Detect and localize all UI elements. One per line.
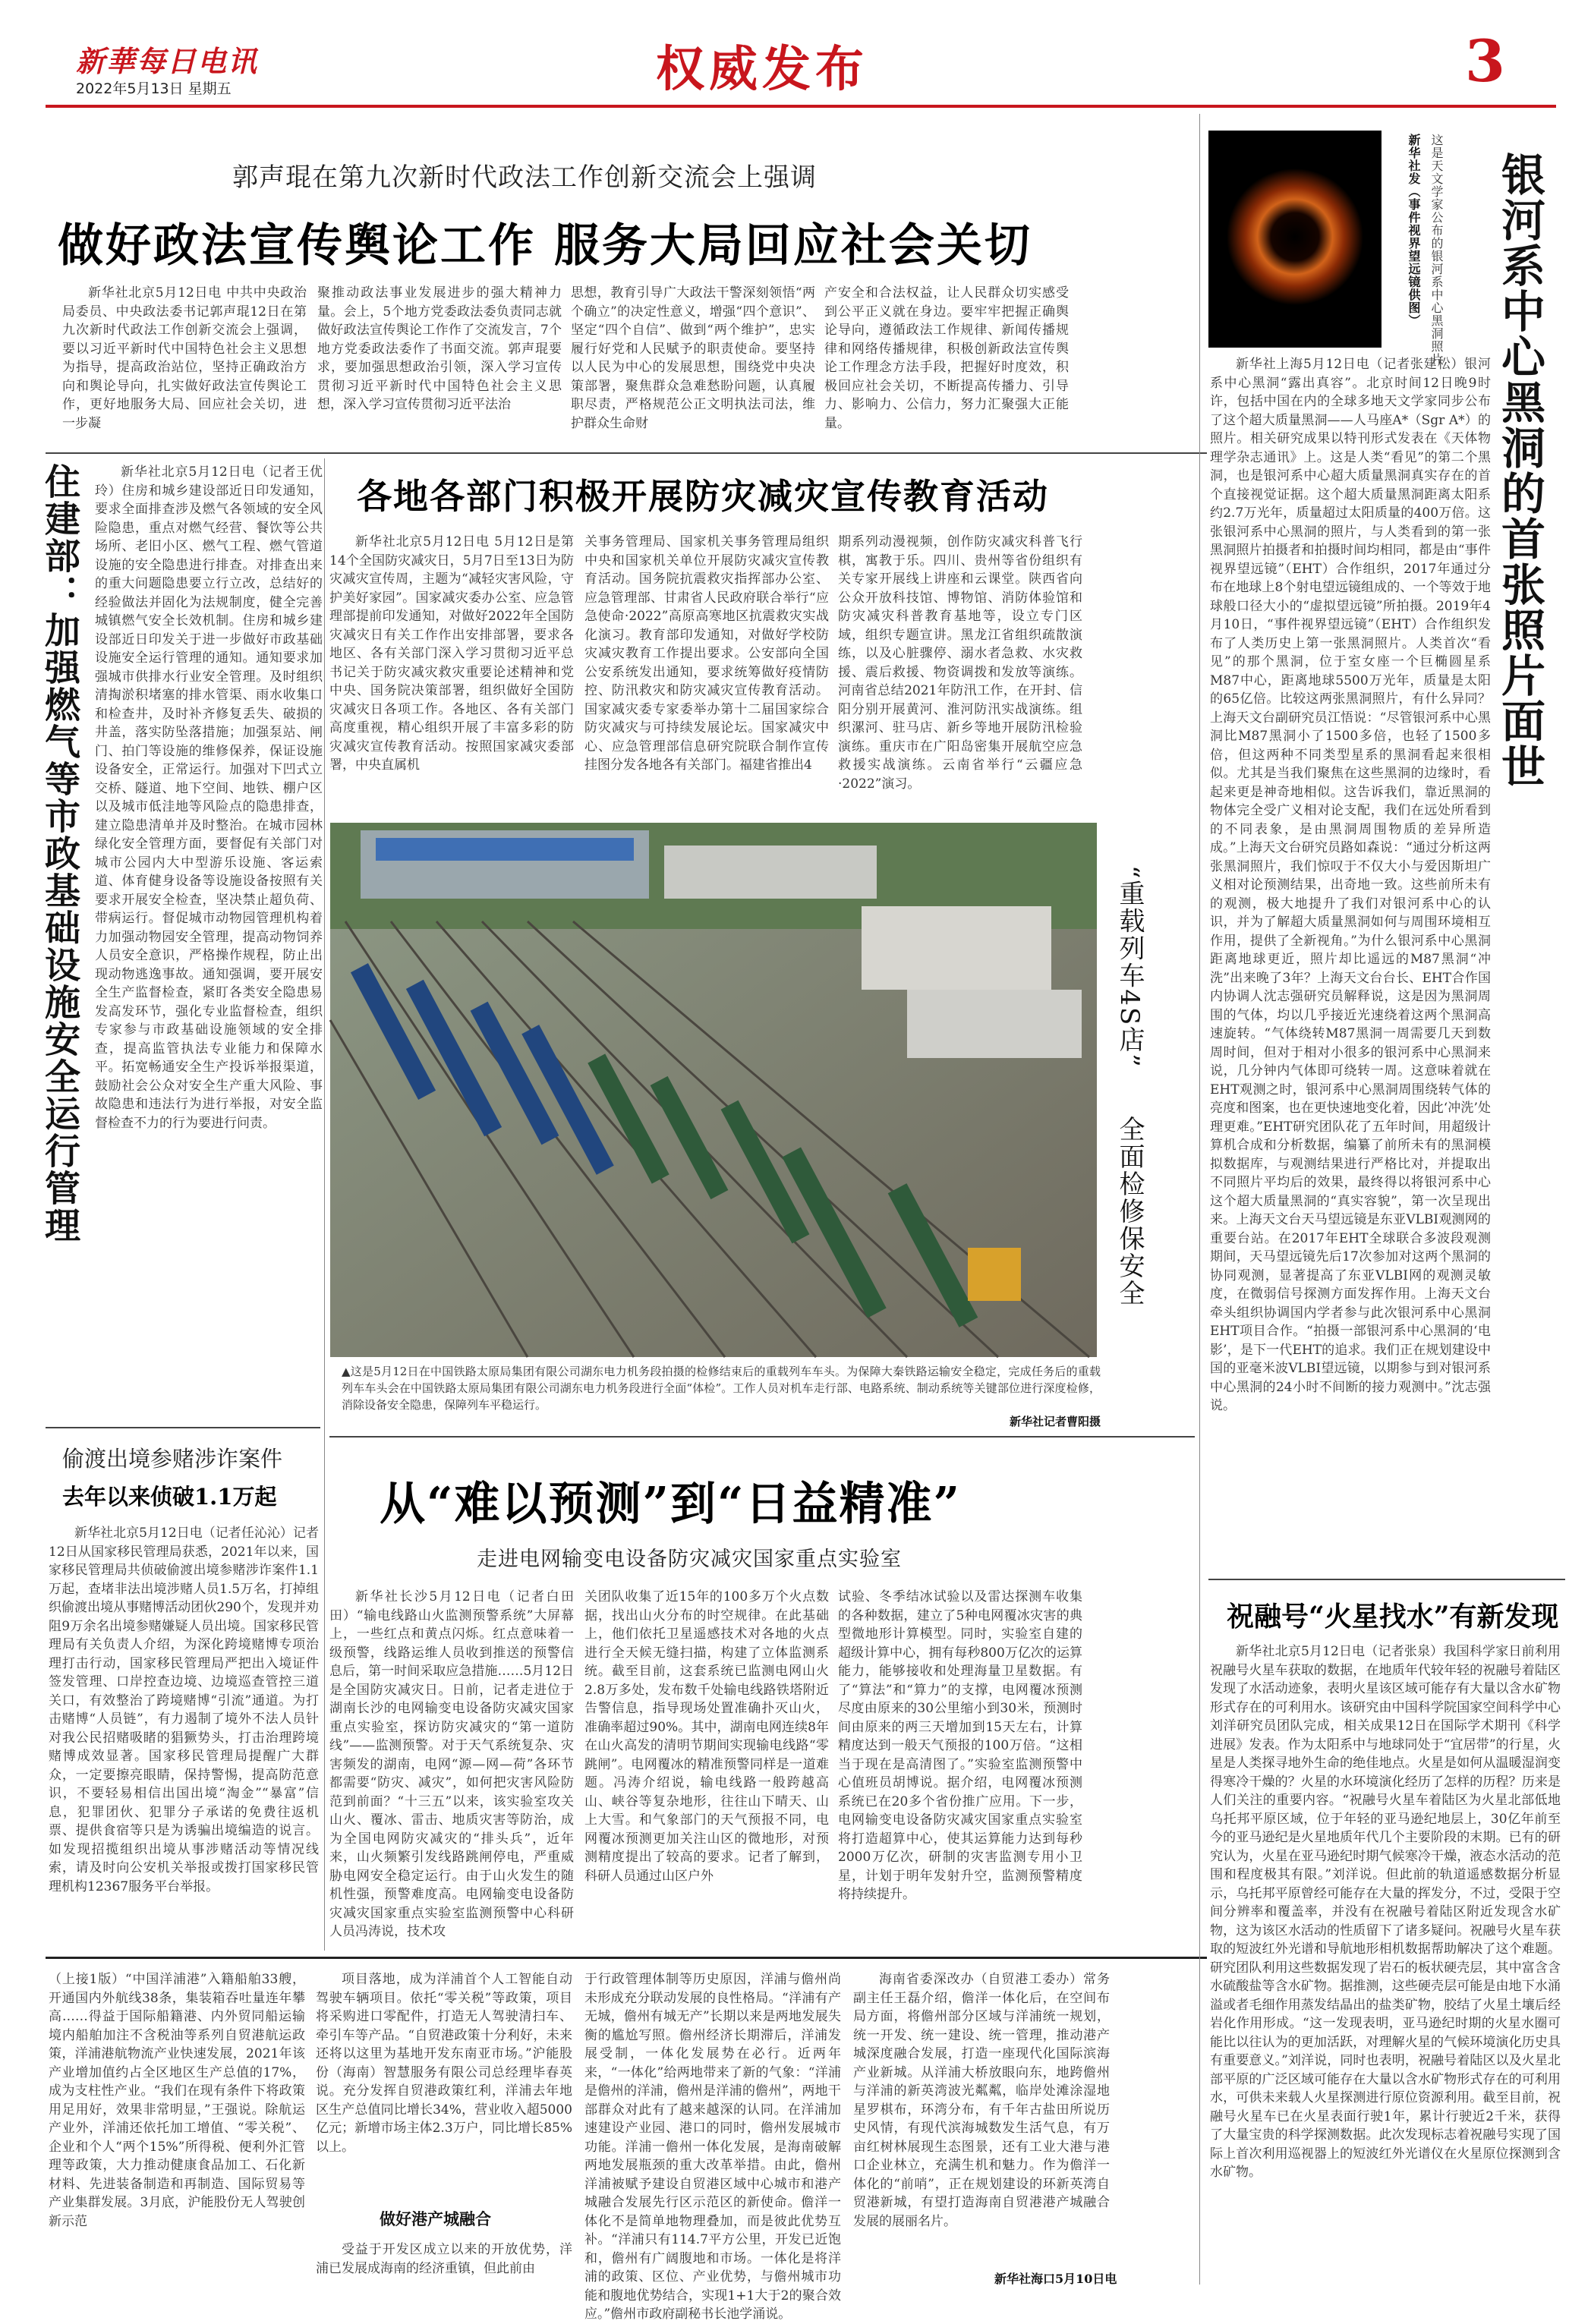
story5-headline: 从“难以预测”到“日益精准”: [380, 1478, 962, 1531]
story6-vtitle: 银河系中心黑洞的首张照片面世: [1494, 152, 1545, 789]
rule-photo1: [329, 1436, 1195, 1438]
photo1-vtitle-a: “重载列车4S店”: [1114, 865, 1145, 1069]
story1-col2: 聚推动政法事业发展进步的强大精神力量。会上，5个地方党委政法委负责同志就做好政法宣传舆论工作作了交流发言，7个地方党委政法委作了书面交流。郭声琨要求，要加强思想政治引领，深入学习宣传贯彻习近平新时代中国特色社会主义思想，深入学习宣传贯彻习近平法治: [317, 285, 562, 412]
story8-col2-end: 受益于开发区成立以来的开放优势，洋浦已发展成海南的经济重镇，但此前由: [316, 2242, 572, 2276]
masthead-logo: 新華每日电讯: [76, 44, 259, 78]
story4-col1: 新华社北京5月12日电 5月12日是第14个全国防灾减灾日，5月7日至13日为防灾减灾宣传周，主题为“减轻灾害风险，守护美好家园”。国家减灾委办公室、应急管理部提前印发通知，对做好2022年全国防灾减灾日有关工作作出安排部署，要求各地区、各有关部门深入学习贯彻习近平总书记关于防灾减灾救灾重要论述精神和党中央、国务院决策部署，组织做好全国防灾减灾日各项工作。各地区、各有关部门高度重视，精心组织开展了丰富多彩的防灾减灾宣传教育活动。按照国家减灾委部署，中央直属机: [329, 534, 574, 773]
story8-dateline: 新华社海口5月10日电: [994, 2272, 1117, 2286]
story7-headline: 祝融号“火星找水”有新发现: [1227, 1601, 1559, 1633]
story2-text: 新华社北京5月12日电（记者王优玲）住房和城乡建设部近日印发通知，要求全面排查涉及燃气各领域的安全风险隐患，重点对燃气经营、餐饮等公共场所、老旧小区、燃气工程、燃气管道设施的安全隐患进行排查。对排查出来的重大问题隐患要立行立改，总结好的经验做法并固化为法规制度，健全完善城镇燃气安全长效机制。住房和城乡建设部近日印发关于进一步做好市政基础设施安全运行管理的通知。通知要求加强城市供排水行业安全管理。及时组织清掏淤积堵塞的排水管渠、雨水收集口和检查井，及时补齐修复丢失、破损的井盖，落实防坠落措施；加强泵站、闸门、拍门等设施的维修保养，保证设施设备安全，正常运行。加强对下凹式立交桥、隧道、地下空间、地铁、棚户区以及城市低洼地等风险点的隐患排查，建立隐患清单并及时整治。在城市园林绿化安全管理方面，要督促有关部门对城市公园内大中型游乐设施、客运索道、体育健身设备等设施设备按照有关要求开展安全检查，坚决禁止超负荷、带病运行。督促城市动物园管理机构着力加强动物园安全管理，提高动物饲养人员安全意识，严格操作规程，防止出现动物逃逸事故。通知强调，要开展安全生产监督检查，紧盯各类安全隐患易发高发环节，强化专业监督检查，组织专家参与市政基础设施领域的安全排查，提高监管执法专业能力和保障水平。拓宽畅通安全生产投诉举报渠道，鼓励社会公众对安全生产重大风险、事故隐患和违法行为进行举报，对安全监督检查不力的行为要进行问责。: [95, 464, 323, 1131]
photo2-vcaption: 这是天文学家公布的银河系中心黑洞照片: [1429, 134, 1444, 366]
black-hole-photo: [1208, 131, 1381, 348]
story5-col3: 试验、冬季结冰试验以及雷达探测车收集的各种数据，建立了5种电网覆冰灾害的典型微地形计算模型。同时，实验室自建的超级计算中心，拥有每秒800万亿次的运算能力，能够接收和处理海量卫星数据。有了“算法”和“算力”的支撑，电网覆冰预测尽度由原来的30公里缩小到30米，预测时间由原来的两三天增加到15天左右，计算精度达到一般天气预报的100万倍。“这相当于现在是高清图了。”实验室监测预警中心值班员胡博说。据介绍，电网覆冰预测系统已在20多个省份推广应用。下一步，电网输变电设备防灾减灾国家重点实验室将打造超算中心，使其运算能力达到每秒2000万亿次，研制的灾害监测专用小卫星，计划于明年发射升空，监测预警精度将持续提升。: [838, 1589, 1082, 1902]
story1-col1: 新华社北京5月12日电 中共中央政治局委员、中央政法委书记郭声琨12日在第九次新时代政法工作创新交流会上强调，要以习近平新时代中国特色社会主义思想为指导，提高政治站位，坚持正确政治方向和舆论导向，扎实做好政法宣传舆论工作，更好地服务大局、回应社会关切，进一步凝: [62, 285, 307, 431]
story1-kicker: 郭声琨在第九次新时代政法工作创新交流会上强调: [232, 162, 817, 193]
masthead-date: 2022年5月13日 星期五: [76, 80, 232, 97]
story8-col2: 项目落地，成为洋浦首个人工智能自动驾驶车辆项目。依托“零关税”等政策，项目将采购进口零配件，打造无人驾驶清扫车、牵引车等产品。“自贸港政策十分利好，未来还将以这里为基地开发东南亚市场。”沪能股份（海南）智慧服务有限公司总经理毕春英说。充分发挥自贸港政策红利，洋浦去年地区生产总值同比增长34%，营业收入超5000亿元；新增市场主体2.3万户，同比增长85%以上。: [316, 1972, 572, 2155]
rule-story1: [46, 452, 1207, 454]
train-depot-photo: [330, 823, 1097, 1357]
story4-col2: 关事务管理局、国家机关事务管理局组织中央和国家机关单位开展防灾减灾宣传教育活动。国务院抗震救灾指挥部办公室、应急管理部、甘肃省人民政府联合举行“应急使命·2022”高原高寒地区抗震救灾实战化演习。教育部印发通知，对做好学校防灾减灾教育工作提出要求。公安部向全国公安系统发出通知，要求统筹做好疫情防控、防汛救灾和防灾减灾宣传教育活动。国家减灾委专家委举办第十二届国家综合防灾减灾与可持续发展论坛。国家减灾中心、应急管理部信息研究院联合制作宣传挂图分发各地各有关部门。福建省推出4: [584, 534, 829, 773]
story3-subtitle: 去年以来侦破1.1万起: [62, 1484, 277, 1510]
rule-story6: [1208, 1579, 1565, 1580]
story6-text: 新华社上海5月12日电（记者张建松）银河系中心黑洞“露出真容”。北京时间12日晚9时许，包括中国在内的全球多地天文学家同步公布了这个超大质量黑洞——人马座A*（Sgr A*）的照片。相关研究成果以特刊形式发表在《天体物理学杂志通讯》上。这是人类“看见”的第二个黑洞，也是银河系中心超大质量黑洞真实存在的首个直接视觉证据。这个超大质量黑洞距离太阳系约2.7万光年，质量超过太阳质量的400万倍。这张银河系中心黑洞的照片，与人类看到的第一张黑洞照片拍摄者和拍摄时间均相同，都是由“事件视界望远镜”（EHT）合作组织，2017年通过分布在地球上8个射电望远镜组成的、一个等效于地球般口径大小的“虚拟望远镜”所拍摄。2019年4月10日，“事件视界望远镜”（EHT）合作组织发布了人类历史上第一张黑洞照片。人类首次“看见”的那个黑洞，位于室女座一个巨椭圆星系M87中心，距离地球5500万光年，质量是太阳的65亿倍。比较这两张黑洞照片，有什么异同？上海天文台副研究员江悟说：“尽管银河系中心黑洞比M87黑洞小了1500多倍，也轻了1500多倍，但这两种不同类型星系的黑洞看起来很相似。尤其是当我们聚焦在这些黑洞的边缘时，看起来更是神奇地相似。这告诉我们，靠近黑洞的物体完全受广义相对论支配，我们在远处所看到的不同表象，是由黑洞周围物质的差异所造成。”上海天文台研究员路如森说：“通过分析这两张黑洞照片，我们惊叹于不仅大小与爱因斯坦广义相对论预测结果，出奇地一致。这些前所未有的观测，极大地提升了我们对银河系中心的认识，并为了解超大质量黑洞如何与周围环境相互作用，提供了全新视角。”为什么银河系中心黑洞距离地球更近，照片却比遥远的M87黑洞“冲洗”出来晚了3年？上海天文台台长、EHT合作国内协调人沈志强研究员解释说，这是因为黑洞周围的气体，均以几乎接近光速绕着这两个黑洞高速旋转。“气体绕转M87黑洞一周需要几天到数周时间，但对于相对小很多的银河系中心黑洞来说，几分钟内气体即可绕转一周。这意味着就在EHT观测之时，银河系中心黑洞周围绕转气体的亮度和图案，也在更快速地变化着，因此‘冲洗’处理更难。”EHT研究团队花了五年时间，用超级计算机合成和分析数据，编纂了前所未有的黑洞模拟数据库，与观测结果进行严格比对，并提取出不同照片平均后的效果，最终得以将银河系中心这个超大质量黑洞的“真实容貌”，第一次呈现出来。上海天文台天马望远镜是东亚VLBI观测网的重要台站。在2017年EHT全球联合多波段观测期间，天马望远镜先后17次参加对这两个黑洞的协同观测，显著提高了东亚VLBI网的观测灵敏度，在微弱信号探测方面发挥作用。上海天文台牵头组织协调国内学者参与此次银河系中心黑洞EHT项目合作。“拍摄一部银河系中心黑洞的‘电影’，是下一代EHT的追求。我们正在规划建设中国的亚毫米波VLBI望远镜，以期参与到对银河系中心黑洞的24小时不间断的接力观测中。”沈志强说。: [1210, 357, 1491, 1413]
story3-text: 新华社北京5月12日电（记者任沁沁）记者12日从国家移民管理局获悉，2021年以来，国家移民管理局共侦破偷渡出境参赌涉诈案件1.1万起，查堵非法出境涉赌人员1.5万名，打掉组织偷渡出境从事赌博活动团伙290个，发现并劝阻9万余名出境参赌嫌疑人员出境。国家移民管理局有关负责人介绍，为深化跨境赌博专项治理打击行动，国家移民管理局严把出入境证件签发管理、口岸控查边境、边境巡查管控三道关口，有效整治了跨境赌博“引流”通道。为打击赌博“人员链”，有力遏制了境外不法人员针对我公民招赌吸睹的猖獗势头，打击治理跨境赌博成效显著。国家移民管理局提醒广大群众，一定要擦亮眼睛，保持警惕，提高防范意识，不要轻易相信出国出境“淘金”“暴富”信息，犯罪团伙、犯罪分子承诺的免费往返机票、提供食宿等只是为诱骗出境编造的说言。如发现招揽组织出境从事涉赌活动等情况线索，请及时向公安机关举报或拨打国家移民管理机构12367服务平台举报。: [49, 1526, 319, 1894]
photo1-vtitle-b: 全面检修保安全: [1114, 1116, 1145, 1307]
divider-left: [324, 458, 325, 1951]
story5-col2: 关团队收集了近15年的100多万个火点数据，找出山火分布的时空规律。在此基础上，他们依托卫星遥感技术对各地的火点进行全天候无缝扫描，构建了立体监测系统。截至目前，这套系统已监测电网山火2.8万多处，发布数千处输电线路铁塔附近告警信息，指导现场处置准确扑灭山火，准确率超过90%。其中，湖南电网连续8年在山火高发的清明节期间实现输电线路“零跳闸”。电网覆冰的精准预警同样是一道难题。冯涛介绍说，输电线路一般跨越高山、峡谷等复杂地形，往往山下晴天、山上大雪。和气象部门的天气预报不同，电网覆冰预测更加关注山区的微地形，对预测精度提出了较高的要求。记者了解到，科研人员通过山区户外: [584, 1589, 829, 1884]
photo1-caption: ▲这是5月12日在中国铁路太原局集团有限公司湖东电力机务段拍摄的检修结束后的重载列车车头。为保障大秦铁路运输安全稳定，完成任务后的重载列车车头会在中国铁路太原局集团有限公司湖东电力机务段进行全面“体检”。工作人员对机车走行部、电路系统、制动系统等关键部位进行深度检修，消除设备安全隐患，保障列车平稳运行。: [342, 1365, 1101, 1412]
masthead: [0, 0, 1591, 106]
story5-subtitle: 走进电网输变电设备防灾减灾国家重点实验室: [477, 1548, 902, 1571]
story4-col3: 期系列动漫视频，创作防灾减灾科普飞行棋，寓教于乐。四川、贵州等省份组织有关专家开展线上讲座和云课堂。陕西省向公众开放科技馆、博物馆、消防体验馆和防灾减灾科普教育基地等，设立专门区域，组织专题宣讲。黑龙江省组织疏散演练，以及心脏骤停、溺水者急救、水灾救援、震后救援、物资调拨和发放等演练。河南省总结2021年防汛工作，在开封、信阳分别开展黄河、淮河防汛实战演练。组织漯河、驻马店、新乡等地开展防汛检验演练。重庆市在广阳岛密集开展航空应急救援实战演练。云南省举行“云疆应急·2022”演习。: [838, 534, 1082, 792]
story1-headline: 做好政法宣传舆论工作 服务大局回应社会关切: [58, 219, 1032, 272]
rule-story2: [46, 1427, 320, 1428]
rule-story5: [46, 1957, 1207, 1959]
train-depot-image: [330, 823, 1097, 1357]
photo1-credit: 新华社记者曹阳摄: [1010, 1415, 1101, 1428]
page-number: 3: [1465, 27, 1505, 95]
story3-title: 偷渡出境参赌涉诈案件: [62, 1446, 283, 1472]
black-hole-image: [1208, 131, 1381, 348]
story2-vtitle: 住建部：加强燃气等市政基础设施安全运行管理: [39, 463, 80, 1244]
photo2-vcredit: 新华社发（事件视界望远镜供图）: [1407, 134, 1421, 327]
masthead-rule: [46, 105, 1556, 108]
story4-headline: 各地各部门积极开展防灾减灾宣传教育活动: [357, 476, 1049, 517]
story8-col3: 于行政管理体制等历史原因，洋浦与儋州尚未形成充分联动发展的良性格局。“洋浦有产无城，儋州有城无产”长期以来是两地发展失衡的尴尬写照。儋州经济长期滞后，洋浦发展受制，一体化发展势在必行。近两年来，“一体化”给两地带来了新的气象：“洋浦是儋州的洋浦，儋州是洋浦的儋州”，两地干部群众对此有了越来越深的认同。在洋浦加速建设产业园、港口的同时，儋州发展城市功能。洋浦一儋州一体化发展，是海南破解两地发展瓶颈的重大改革举措。由此，儋州洋浦被赋予建设自贸港区域中心城市和港产城融合发展先行区示范区的新使命。儋洋一体化不是简单地物理叠加，而是彼此优势互补。“洋浦只有114.7平方公里，开发已近饱和，儋州有广阔腹地和市场。一体化是将洋浦的政策、区位、产业优势，与儋州城市功能和腹地优势结合，实现1+1大于2的聚合效应。”儋州市政府副秘书长池学涌说。: [584, 1972, 841, 2322]
divider-right: [1199, 114, 1200, 2285]
story8-col1: （上接1版）“中国洋浦港”入籍船舶33艘，开通国内外航线38条，集装箱吞吐量连年攀高……得益于国际船籍港、内外贸同船运输境内船舶加注不含税油等系列自贸港航运政策，洋浦港航物流产业快速发展，2021年该产业增加值约占全区地区生产总值的17%，成为支柱性产业。“我们在现有条件下将政策用足用好，效果非常明显，”王强说。除航运产业外，洋浦还依托加工增值、“零关税”、企业和个人“两个15%”所得税、便利外汇管理等政策，大力推动健康食品加工、石化新材料、先进装备制造和再制造、国际贸易等产业集群发展。3月底，沪能股份无人驾驶创新示范: [49, 1972, 305, 2229]
story1-col4: 产安全和合法权益，让人民群众切实感受到公平正义就在身边。要牢牢把握正确舆论导向，遵循政法工作规律、新闻传播规律和网络传播规律，积极创新政法宣传舆论工作理念方法手段，把握好时度效，积极回应社会关切，不断提高传播力、引导力、影响力、公信力，努力汇聚强大正能量。: [824, 285, 1069, 431]
story8-col4: 海南省委深改办（自贸港工委办）常务副主任王磊介绍，儋洋一体化后，在空间布局方面，将儋州部分区域与洋浦统一规划，统一开发、统一建设、统一管理，推动港产城深度融合发展，打造一座现代化国际滨海产业新城。从洋浦大桥放眼向东，地跨儋州与洋浦的新英湾波光粼粼，临岸处滩涂湿地星罗棋布，环湾分布，有千年古盐田所说历史风情，有现代滨海城数发生活气息，有万亩红树林展现生态图景，还有工业大港与港口企业林立，充满生机和魅力。作为儋洋一体化的“前哨”，正在规划建设的环新英湾自贸港新城，有望打造海南自贸港港产城融合发展的展丽名片。: [853, 1972, 1110, 2229]
story8-subhead: 做好港产城融合: [380, 2210, 491, 2228]
story5-col1: 新华社长沙5月12日电（记者白田田）“输电线路山火监测预警系统”大屏幕上，一些红点和黄点闪烁。红点意味着一级预警，线路运维人员收到推送的预警信息后，第一时间采取应急措施……5月12日是全国防灾减灾日。日前，记者走进位于湖南长沙的电网输变电设备防灾减灾国家重点实验室，探访防灾减灾的“第一道防线”——监测预警。对于天气系统复杂、灾害频发的湖南，电网“源—网—荷”各环节都需要“防灾、减灾”，如何把灾害风险防范到前面？“十三五”以来，该实验室攻关山火、覆冰、雷击、地质灾害等防治，成为全国电网防灾减灾的“排头兵”，近年来，山火频繁引发线路跳闸停电，严重威胁电网安全稳定运行。由于山火发生的随机性强，预警难度高。电网输变电设备防灾减灾国家重点实验室监测预警中心科研人员冯涛说，技术攻: [329, 1589, 574, 1939]
story1-col3: 思想，教育引导广大政法干警深刻领悟“两个确立”的决定性意义，增强“四个意识”、坚定“四个自信”、做到“两个维护”，忠实履行好党和人民赋予的职责使命。要坚持以人民为中心的发展思想，围绕党中央决策部署，聚焦群众急难愁盼问题，认真履职尽责，严格规范公正文明执法司法，维护群众生命财: [571, 285, 815, 431]
story7-text: 新华社北京5月12日电（记者张泉）我国科学家日前利用祝融号火星车获取的数据，在地质年代较年轻的祝融号着陆区发现了水活动迹象，表明火星该区域可能存有大量以含水矿物形式存在的可利用水。该研究由中国科学院国家空间科学中心刘洋研究员团队完成，相关成果12日在国际学术期刊《科学进展》发表。作为太阳系中与地球同处于“宜居带”的行星，火星是人类探寻地外生命的绝佳地点。火星是如何从温暖湿润变得寒冷干燥的？火星的水环境演化经历了怎样的历程？历来是人们关注的重要内容。“祝融号火星车着陆区为火星北部低地乌托邦平原区域，位于年轻的亚马逊纪地层上，30亿年前至今的亚马逊纪是火星地质年代几个主要阶段的末期。已有的研究认为，火星在亚马逊纪时期气候寒冷干燥，液态水活动的范围和程度极其有限。”刘洋说。但此前的轨道遥感数据分析显示，乌托邦平原曾经可能存在大量的挥发分，不过，受限于空间分辨率和覆盖率，并没有在祝融号着陆区附近发现含水矿物，这为该区水活动的性质留下了诸多疑问。祝融号火星车获取的短波红外光谱和导航地形相机数据帮助解决了这个难题。研究团队利用这些数据发现了岩石的板状硬壳层，其中富含含水硫酸盐等含水矿物。据推测，这些硬壳层可能是由地下水涌溢或者毛细作用蒸发结晶出的盐类矿物，胶结了火星土壤后经岩化作用形成。“这一发现表明，亚马逊纪时期的火星水圈可能比以往认为的更加活跃，对理解火星的气候环境演化历史具有重要意义。”刘洋说，同时也表明，祝融号着陆区以及火星北部平原的广泛区域可能存在大量以含水矿物形式存在的可利用水，可供未来载人火星探测进行原位资源利用。截至目前，祝融号火星车已在火星表面行驶1年，累计行驶近2千米，获得了大量宝贵的科学探测数据。此次发现标志着祝融号实现了国际上首次利用巡视器上的短波红外光谱仪在火星原位探测到含水矿物。: [1210, 1644, 1561, 2180]
section-title: 权威发布: [656, 41, 868, 98]
